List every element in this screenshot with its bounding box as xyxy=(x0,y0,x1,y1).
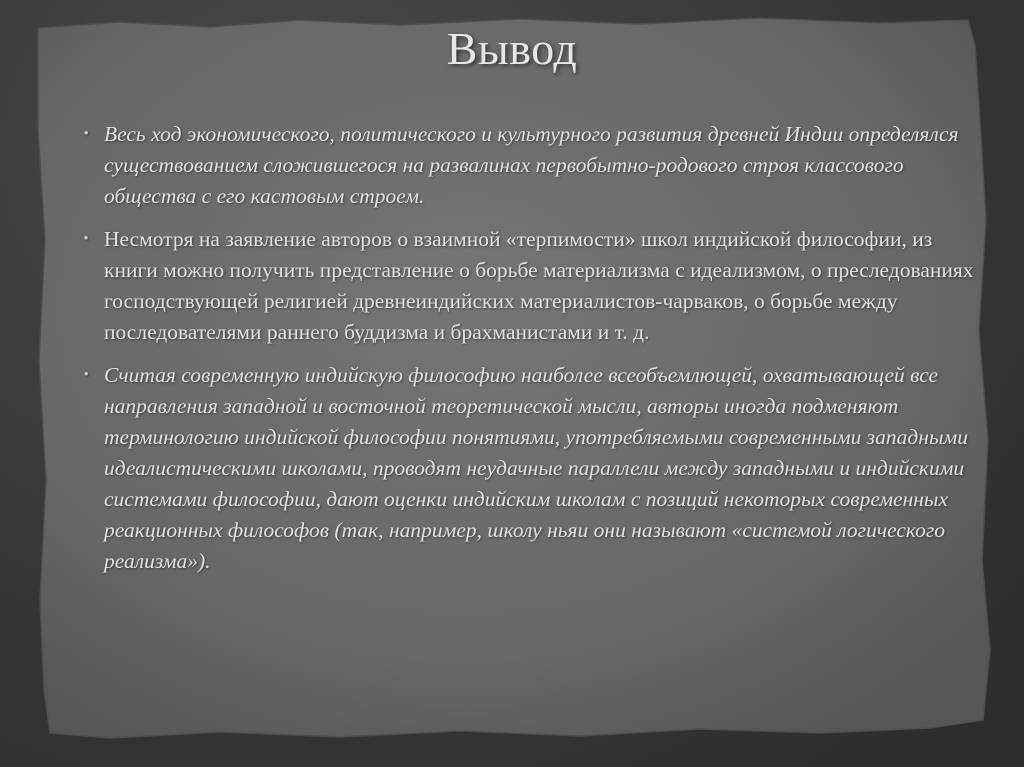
bullet-text: Несмотря на заявление авторов о взаимной «терпимости» школ индийской философии, из книги можно получить представление о борьбе материализма с идеализмом, о преследованиях господствующей религией древнеиндийских материалистов-чарваков, о борьбе между последователями раннего буддизма и брахманистами и т. д. xyxy=(104,227,974,344)
slide-title: Вывод xyxy=(446,23,578,74)
bullet-icon: • xyxy=(83,126,89,142)
bullet-item xyxy=(78,360,983,577)
bullet-icon: • xyxy=(83,231,89,247)
bullet-text: Весь ход экономического, политического и культурного развития древней Индии определялся существованием сложившегося на развалинах первобытно-родового строя классового общества с его кастовым строем. xyxy=(104,122,959,208)
bullet-item xyxy=(78,224,983,348)
bullet-item xyxy=(78,119,983,212)
bullet-list xyxy=(78,119,983,589)
bullet-text: Считая современную индийскую философию наиболее всеобъемлющей, охватывающей все направления западной и восточной теоретической мысли, авторы иногда подменяют терминологию индийской философии понятиями, употребляемыми современными западными идеалистическими школами, проводят неудачные параллели между западными и индийскими системами философии, дают оценки индийским школам с позиций некоторых современных реакционных философов (так, например, школу ньяи они называют «системой логического реализма»). xyxy=(104,363,968,573)
bullet-icon: • xyxy=(83,367,89,383)
